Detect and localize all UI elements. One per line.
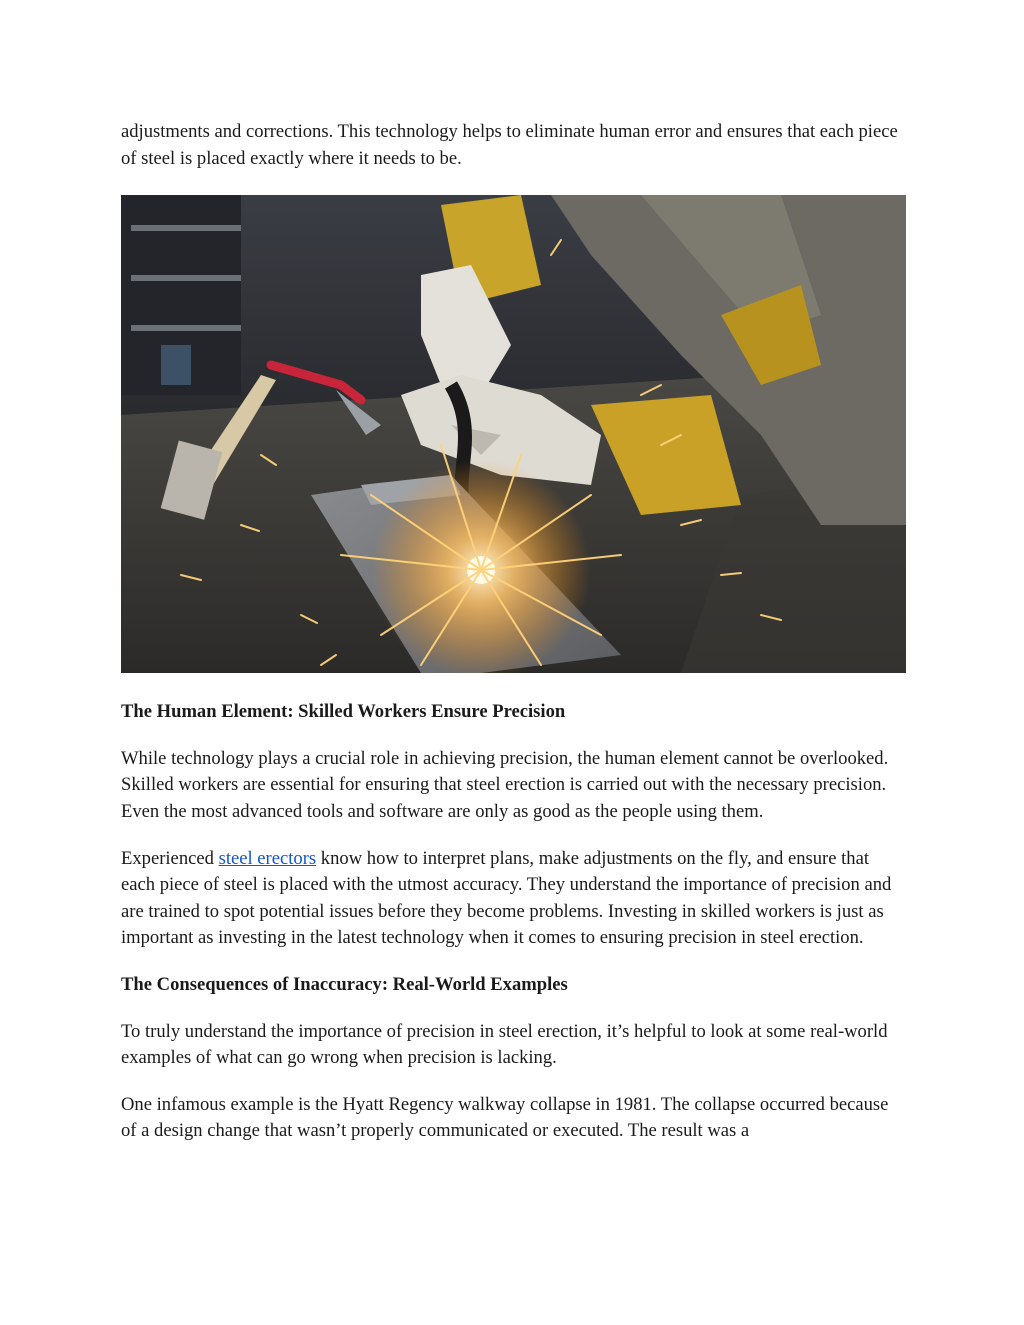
paragraph-consequences-2: One infamous example is the Hyatt Regency walkway collapse in 1981. The collapse occurred because of a design change that wasn’t properly communicated or executed. The result was a (121, 1093, 889, 1142)
paragraph-human-element-1: While technology plays a crucial role in achieving precision, the human element cannot be overlooked. Skilled workers are essential for ensuring that steel erection is carried out with the necessary precision. Even the most advanced tools and software are only as good as the people using them. (121, 747, 889, 822)
welding-photo (121, 195, 906, 673)
document-page (121, 119, 906, 1165)
paragraph-consequences-1: To truly understand the importance of precision in steel erection, it’s helpful to look at some real-world examples of what can go wrong when precision is lacking. (121, 1020, 888, 1069)
section-heading-human-element: The Human Element: Skilled Workers Ensure Precision (121, 701, 566, 723)
section-heading-consequences: The Consequences of Inaccuracy: Real-World Examples (121, 973, 568, 995)
paragraph-text-after-link: know how to interpret plans, make adjustments on the fly, and ensure that each piece of steel is placed with the utmost accuracy. They understand the importance of precision and are trained to spot potential issues before they become problems. Investing in skilled workers is just as important as investing in the latest technology when it comes to ensuring precision in steel erection. (121, 847, 892, 949)
paragraph-human-element-2 (121, 846, 906, 952)
intro-paragraph: adjustments and corrections. This technology helps to eliminate human error and ensures that each piece of steel is placed exactly where it needs to be. (121, 121, 898, 169)
paragraph-text-before-link: Experienced (121, 847, 219, 869)
steel-erectors-link[interactable]: steel erectors (218, 847, 317, 869)
